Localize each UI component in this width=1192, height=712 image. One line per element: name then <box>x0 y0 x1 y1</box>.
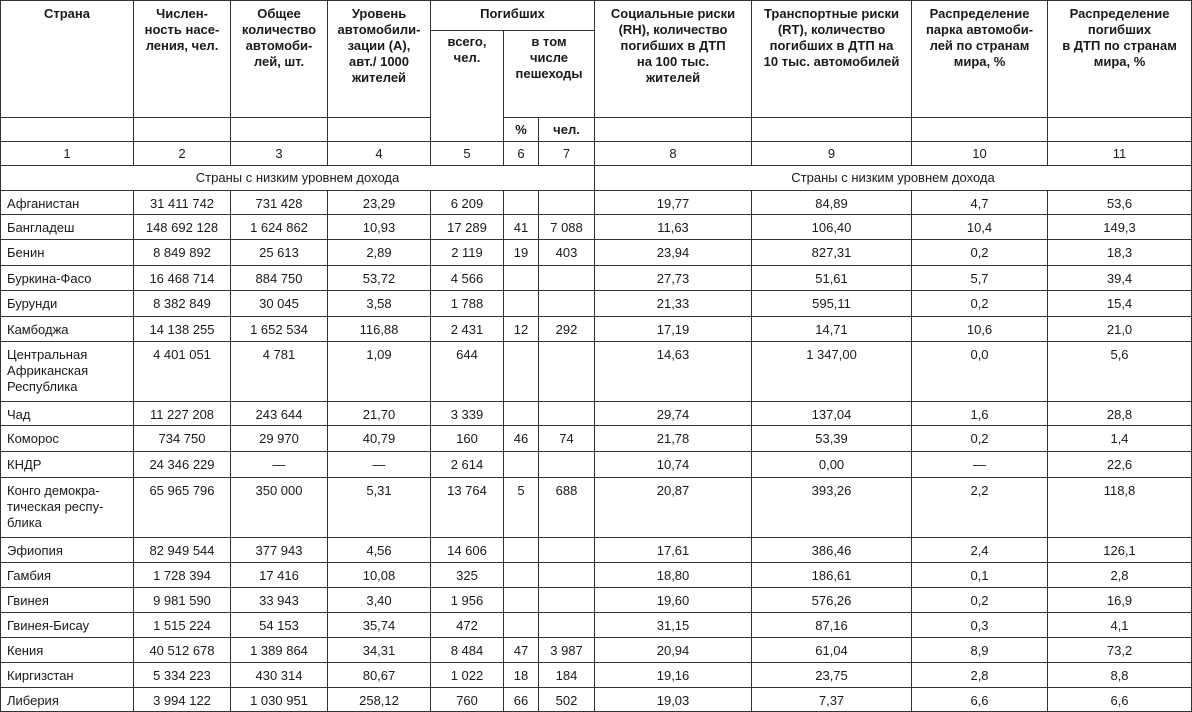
country-cell: Бангладеш <box>1 215 134 240</box>
fleet-cell: — <box>912 452 1048 478</box>
table-row <box>1 317 1192 342</box>
population-cell: 3 994 122 <box>134 688 231 712</box>
country-cell: Бенин <box>1 240 134 266</box>
ped-pct-cell: 46 <box>504 426 539 452</box>
table-row <box>1 638 1192 663</box>
country-cell: КНДР <box>1 452 134 478</box>
ped-count-cell <box>539 563 595 588</box>
transport-risk-cell: 137,04 <box>752 402 912 426</box>
deaths-cell: 644 <box>431 342 504 402</box>
social-risk-cell: 29,74 <box>595 402 752 426</box>
social-risk-cell: 19,16 <box>595 663 752 688</box>
ped-count-cell <box>539 191 595 215</box>
deaths-dist-cell: 73,2 <box>1048 638 1192 663</box>
table-row <box>1 266 1192 291</box>
deaths-dist-cell: 53,6 <box>1048 191 1192 215</box>
column-number: 7 <box>539 142 595 166</box>
table-row <box>1 588 1192 613</box>
fleet-cell: 4,7 <box>912 191 1048 215</box>
ped-count-cell <box>539 613 595 638</box>
ped-pct-cell: 19 <box>504 240 539 266</box>
column-number: 6 <box>504 142 539 166</box>
motorization-cell: 3,40 <box>328 588 431 613</box>
transport-risk-cell: 186,61 <box>752 563 912 588</box>
cars-cell: 30 045 <box>231 291 328 317</box>
population-cell: 40 512 678 <box>134 638 231 663</box>
cars-cell: 33 943 <box>231 588 328 613</box>
country-cell: Камбоджа <box>1 317 134 342</box>
deaths-cell: 14 606 <box>431 538 504 563</box>
country-cell: Киргизстан <box>1 663 134 688</box>
country-cell: Коморос <box>1 426 134 452</box>
ped-pct-cell <box>504 563 539 588</box>
population-cell: 1 515 224 <box>134 613 231 638</box>
ped-count-cell <box>539 291 595 317</box>
header-ped-pct: % <box>504 118 539 142</box>
transport-risk-cell: 61,04 <box>752 638 912 663</box>
column-number: 11 <box>1048 142 1192 166</box>
transport-risk-cell: 0,00 <box>752 452 912 478</box>
motorization-cell: 1,09 <box>328 342 431 402</box>
social-risk-cell: 14,63 <box>595 342 752 402</box>
header-cars: Общее количество автомоби- лей, шт. <box>231 1 328 118</box>
ped-count-cell <box>539 538 595 563</box>
cars-cell: 243 644 <box>231 402 328 426</box>
deaths-dist-cell: 18,3 <box>1048 240 1192 266</box>
deaths-cell: 325 <box>431 563 504 588</box>
deaths-dist-cell: 4,1 <box>1048 613 1192 638</box>
cars-cell: 1 624 862 <box>231 215 328 240</box>
population-cell: 24 346 229 <box>134 452 231 478</box>
ped-count-cell <box>539 342 595 402</box>
section-label-right: Страны с низким уровнем дохода <box>595 166 1192 191</box>
population-cell: 16 468 714 <box>134 266 231 291</box>
transport-risk-cell: 14,71 <box>752 317 912 342</box>
ped-pct-cell <box>504 402 539 426</box>
ped-pct-cell <box>504 342 539 402</box>
transport-risk-cell: 51,61 <box>752 266 912 291</box>
header-country: Страна <box>1 1 134 118</box>
motorization-cell: 35,74 <box>328 613 431 638</box>
population-cell: 9 981 590 <box>134 588 231 613</box>
fleet-cell: 1,6 <box>912 402 1048 426</box>
cars-cell: 1 389 864 <box>231 638 328 663</box>
table-row <box>1 478 1192 538</box>
population-cell: 4 401 051 <box>134 342 231 402</box>
table-row <box>1 240 1192 266</box>
population-cell: 31 411 742 <box>134 191 231 215</box>
deaths-cell: 8 484 <box>431 638 504 663</box>
ped-pct-cell <box>504 266 539 291</box>
ped-count-cell <box>539 402 595 426</box>
deaths-dist-cell: 16,9 <box>1048 588 1192 613</box>
ped-pct-cell: 47 <box>504 638 539 663</box>
deaths-cell: 13 764 <box>431 478 504 538</box>
ped-count-cell: 3 987 <box>539 638 595 663</box>
deaths-dist-cell: 2,8 <box>1048 563 1192 588</box>
social-risk-cell: 31,15 <box>595 613 752 638</box>
cars-cell: 29 970 <box>231 426 328 452</box>
ped-pct-cell: 5 <box>504 478 539 538</box>
social-risk-cell: 19,03 <box>595 688 752 712</box>
deaths-dist-cell: 8,8 <box>1048 663 1192 688</box>
fleet-cell: 0,2 <box>912 291 1048 317</box>
fleet-cell: 10,4 <box>912 215 1048 240</box>
ped-pct-cell <box>504 452 539 478</box>
ped-count-cell: 184 <box>539 663 595 688</box>
population-cell: 148 692 128 <box>134 215 231 240</box>
population-cell: 65 965 796 <box>134 478 231 538</box>
deaths-dist-cell: 28,8 <box>1048 402 1192 426</box>
motorization-cell: 80,67 <box>328 663 431 688</box>
social-risk-cell: 11,63 <box>595 215 752 240</box>
cars-cell: 377 943 <box>231 538 328 563</box>
table-row <box>1 613 1192 638</box>
country-cell: Гвинея-Бисау <box>1 613 134 638</box>
country-cell: Гвинея <box>1 588 134 613</box>
deaths-cell: 1 022 <box>431 663 504 688</box>
deaths-cell: 1 956 <box>431 588 504 613</box>
ped-count-cell: 292 <box>539 317 595 342</box>
social-risk-cell: 17,61 <box>595 538 752 563</box>
country-cell: Эфиопия <box>1 538 134 563</box>
transport-risk-cell: 393,26 <box>752 478 912 538</box>
cars-cell: 884 750 <box>231 266 328 291</box>
deaths-cell: 2 614 <box>431 452 504 478</box>
fleet-cell: 2,4 <box>912 538 1048 563</box>
cars-cell: 430 314 <box>231 663 328 688</box>
header-deaths-total: всего, чел. <box>431 31 504 142</box>
motorization-cell: 10,93 <box>328 215 431 240</box>
social-risk-cell: 27,73 <box>595 266 752 291</box>
transport-risk-cell: 576,26 <box>752 588 912 613</box>
population-cell: 5 334 223 <box>134 663 231 688</box>
header-motorization: Уровень автомобили- зации (A), авт./ 1000 жителей <box>328 1 431 118</box>
header-deaths-group: Погибших <box>431 1 595 31</box>
deaths-dist-cell: 15,4 <box>1048 291 1192 317</box>
cars-cell: 350 000 <box>231 478 328 538</box>
cars-cell: 25 613 <box>231 240 328 266</box>
column-number: 3 <box>231 142 328 166</box>
table-row <box>1 215 1192 240</box>
motorization-cell: 5,31 <box>328 478 431 538</box>
table-row <box>1 402 1192 426</box>
transport-risk-cell: 595,11 <box>752 291 912 317</box>
motorization-cell: 2,89 <box>328 240 431 266</box>
fleet-cell: 8,9 <box>912 638 1048 663</box>
social-risk-cell: 17,19 <box>595 317 752 342</box>
transport-risk-cell: 23,75 <box>752 663 912 688</box>
fleet-cell: 0,2 <box>912 426 1048 452</box>
deaths-dist-cell: 118,8 <box>1048 478 1192 538</box>
population-cell: 8 382 849 <box>134 291 231 317</box>
table-row <box>1 563 1192 588</box>
deaths-dist-cell: 126,1 <box>1048 538 1192 563</box>
transport-risk-cell: 386,46 <box>752 538 912 563</box>
column-number: 2 <box>134 142 231 166</box>
cars-cell: 1 030 951 <box>231 688 328 712</box>
deaths-cell: 2 119 <box>431 240 504 266</box>
motorization-cell: 53,72 <box>328 266 431 291</box>
fleet-cell: 2,2 <box>912 478 1048 538</box>
ped-pct-cell <box>504 291 539 317</box>
country-cell: Афганистан <box>1 191 134 215</box>
ped-count-cell <box>539 266 595 291</box>
motorization-cell: 4,56 <box>328 538 431 563</box>
social-risk-cell: 23,94 <box>595 240 752 266</box>
deaths-cell: 3 339 <box>431 402 504 426</box>
social-risk-cell: 20,94 <box>595 638 752 663</box>
transport-risk-cell: 827,31 <box>752 240 912 266</box>
deaths-cell: 760 <box>431 688 504 712</box>
transport-risk-cell: 53,39 <box>752 426 912 452</box>
table-row <box>1 291 1192 317</box>
table-row <box>1 538 1192 563</box>
country-cell: Чад <box>1 402 134 426</box>
social-risk-cell: 20,87 <box>595 478 752 538</box>
column-number: 5 <box>431 142 504 166</box>
deaths-cell: 1 788 <box>431 291 504 317</box>
population-cell: 14 138 255 <box>134 317 231 342</box>
deaths-dist-cell: 5,6 <box>1048 342 1192 402</box>
fleet-cell: 0,2 <box>912 588 1048 613</box>
motorization-cell: 10,08 <box>328 563 431 588</box>
section-row <box>1 166 1192 191</box>
header-population: Числен- ность насе- ления, чел. <box>134 1 231 118</box>
table-row <box>1 191 1192 215</box>
ped-pct-cell: 12 <box>504 317 539 342</box>
table-row <box>1 342 1192 402</box>
section-label-left: Страны с низким уровнем дохода <box>1 166 595 191</box>
table-row <box>1 688 1192 712</box>
header-transport-risk: Транспортные риски (RT), количество погибших в ДТП на 10 тыс. автомобилей <box>752 1 912 118</box>
ped-pct-cell: 18 <box>504 663 539 688</box>
country-cell: Бурунди <box>1 291 134 317</box>
ped-count-cell: 7 088 <box>539 215 595 240</box>
population-cell: 8 849 892 <box>134 240 231 266</box>
fleet-cell: 0,3 <box>912 613 1048 638</box>
deaths-cell: 4 566 <box>431 266 504 291</box>
header-deaths-distribution: Распределение погибших в ДТП по странам мира, % <box>1048 1 1192 118</box>
ped-count-cell: 403 <box>539 240 595 266</box>
fleet-cell: 0,1 <box>912 563 1048 588</box>
population-cell: 82 949 544 <box>134 538 231 563</box>
column-number: 8 <box>595 142 752 166</box>
transport-risk-cell: 87,16 <box>752 613 912 638</box>
ped-pct-cell <box>504 613 539 638</box>
column-numbers-row <box>1 142 1192 166</box>
deaths-dist-cell: 1,4 <box>1048 426 1192 452</box>
transport-risk-cell: 84,89 <box>752 191 912 215</box>
deaths-cell: 6 209 <box>431 191 504 215</box>
motorization-cell: 3,58 <box>328 291 431 317</box>
deaths-cell: 472 <box>431 613 504 638</box>
social-risk-cell: 10,74 <box>595 452 752 478</box>
social-risk-cell: 18,80 <box>595 563 752 588</box>
column-number: 1 <box>1 142 134 166</box>
country-cell: Либерия <box>1 688 134 712</box>
cars-cell: 17 416 <box>231 563 328 588</box>
motorization-cell: 23,29 <box>328 191 431 215</box>
cars-cell: 1 652 534 <box>231 317 328 342</box>
cars-cell: — <box>231 452 328 478</box>
social-risk-cell: 21,78 <box>595 426 752 452</box>
transport-risk-cell: 1 347,00 <box>752 342 912 402</box>
population-cell: 734 750 <box>134 426 231 452</box>
motorization-cell: — <box>328 452 431 478</box>
transport-risk-cell: 106,40 <box>752 215 912 240</box>
population-cell: 1 728 394 <box>134 563 231 588</box>
deaths-dist-cell: 149,3 <box>1048 215 1192 240</box>
column-number: 9 <box>752 142 912 166</box>
motorization-cell: 40,79 <box>328 426 431 452</box>
ped-pct-cell: 66 <box>504 688 539 712</box>
column-number: 10 <box>912 142 1048 166</box>
country-cell: Центральная Африканская Республика <box>1 342 134 402</box>
header-pedestrians-group: в том числе пешеходы <box>504 31 595 118</box>
deaths-cell: 2 431 <box>431 317 504 342</box>
motorization-cell: 21,70 <box>328 402 431 426</box>
ped-count-cell <box>539 452 595 478</box>
deaths-cell: 17 289 <box>431 215 504 240</box>
table-row <box>1 426 1192 452</box>
fleet-cell: 2,8 <box>912 663 1048 688</box>
fleet-cell: 0,0 <box>912 342 1048 402</box>
transport-risk-cell: 7,37 <box>752 688 912 712</box>
table-row <box>1 663 1192 688</box>
fleet-cell: 5,7 <box>912 266 1048 291</box>
ped-count-cell: 688 <box>539 478 595 538</box>
cars-cell: 731 428 <box>231 191 328 215</box>
column-number: 4 <box>328 142 431 166</box>
cars-cell: 54 153 <box>231 613 328 638</box>
ped-pct-cell <box>504 588 539 613</box>
header-fleet-distribution: Распределение парка автомоби- лей по странам мира, % <box>912 1 1048 118</box>
population-cell: 11 227 208 <box>134 402 231 426</box>
country-cell: Гамбия <box>1 563 134 588</box>
deaths-dist-cell: 39,4 <box>1048 266 1192 291</box>
social-risk-cell: 19,77 <box>595 191 752 215</box>
motorization-cell: 258,12 <box>328 688 431 712</box>
ped-count-cell <box>539 588 595 613</box>
social-risk-cell: 19,60 <box>595 588 752 613</box>
motorization-cell: 34,31 <box>328 638 431 663</box>
motorization-cell: 116,88 <box>328 317 431 342</box>
deaths-dist-cell: 6,6 <box>1048 688 1192 712</box>
ped-pct-cell <box>504 538 539 563</box>
header-ped-count: чел. <box>539 118 595 142</box>
cars-cell: 4 781 <box>231 342 328 402</box>
fleet-cell: 10,6 <box>912 317 1048 342</box>
deaths-dist-cell: 22,6 <box>1048 452 1192 478</box>
ped-pct-cell <box>504 191 539 215</box>
country-cell: Конго демокра- тическая респу- блика <box>1 478 134 538</box>
ped-count-cell: 74 <box>539 426 595 452</box>
country-cell: Буркина-Фасо <box>1 266 134 291</box>
social-risk-cell: 21,33 <box>595 291 752 317</box>
country-cell: Кения <box>1 638 134 663</box>
table-row <box>1 452 1192 478</box>
fleet-cell: 6,6 <box>912 688 1048 712</box>
fleet-cell: 0,2 <box>912 240 1048 266</box>
ped-count-cell: 502 <box>539 688 595 712</box>
ped-pct-cell: 41 <box>504 215 539 240</box>
deaths-dist-cell: 21,0 <box>1048 317 1192 342</box>
header-social-risk: Социальные риски (RH), количество погибших в ДТП на 100 тыс. жителей <box>595 1 752 118</box>
deaths-cell: 160 <box>431 426 504 452</box>
